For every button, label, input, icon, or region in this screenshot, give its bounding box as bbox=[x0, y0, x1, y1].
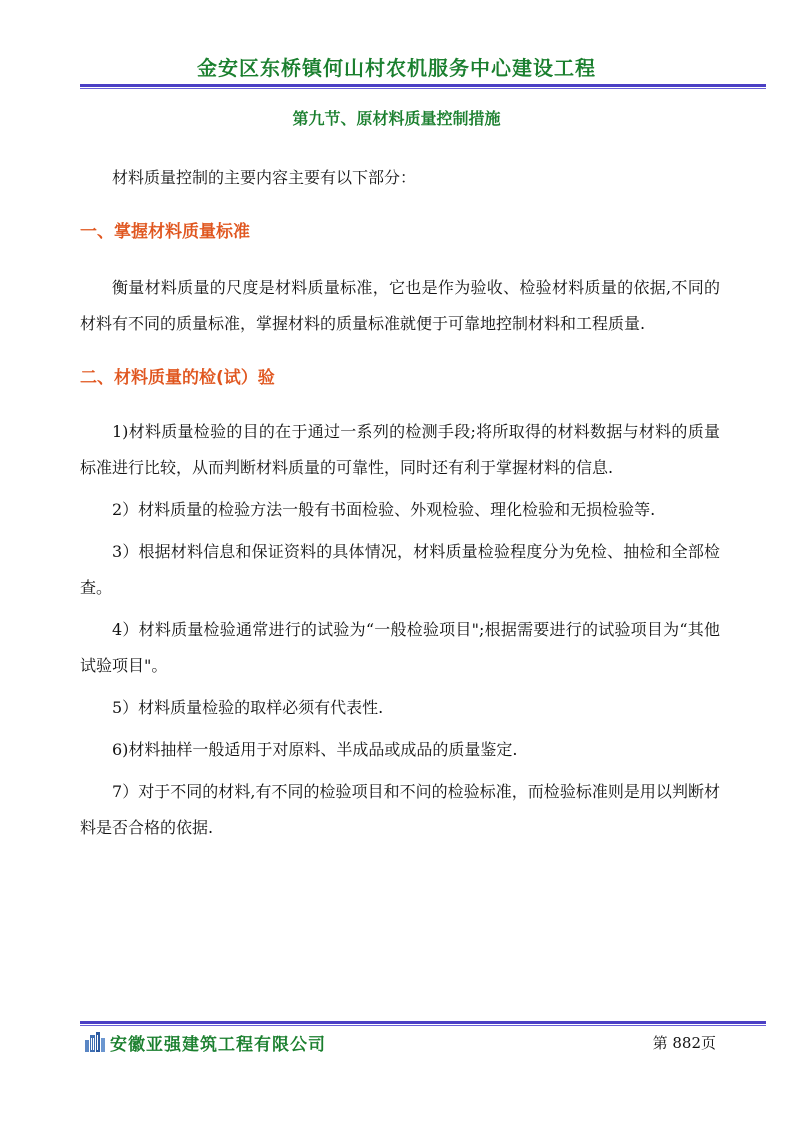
list-item: 7）对于不同的材料,有不同的检验项目和不问的检验标准，而检验标准则是用以判断材料是否合格的依据. bbox=[80, 782, 720, 837]
header-rule bbox=[80, 84, 766, 87]
list-item: 3）根据材料信息和保证资料的具体情况，材料质量检验程度分为免检、抽检和全部检查。 bbox=[80, 542, 720, 597]
header-rule-thin bbox=[80, 88, 766, 89]
page-header-title: 金安区东桥镇何山村农机服务中心建设工程 bbox=[197, 56, 596, 80]
footer-rule bbox=[80, 1021, 766, 1024]
intro-paragraph: 材料质量控制的主要内容主要有以下部分： bbox=[112, 168, 417, 187]
list-item: 5）材料质量检验的取样必须有代表性. bbox=[112, 698, 384, 717]
list-item: 2）材料质量的检验方法一般有书面检验、外观检验、理化检验和无损检验等. bbox=[112, 500, 656, 519]
footer-rule-thin bbox=[80, 1025, 766, 1026]
company-name: 安徽亚强建筑工程有限公司 bbox=[110, 1035, 326, 1055]
heading-part1: 一、掌握材料质量标准 bbox=[80, 222, 250, 242]
section-title: 第九节、原材料质量控制措施 bbox=[292, 109, 501, 128]
list-item: 1)材料质量检验的目的在于通过一系列的检测手段;将所取得的材料数据与材料的质量标准进行比较，从而判断材料质量的可靠性，同时还有利于掌握材料的信息. bbox=[80, 422, 720, 477]
part1-paragraph: 衡量材料质量的尺度是材料质量标准，它也是作为验收、检验材料质量的依据,不同的材料有不同的质量标准，掌握材料的质量标准就便于可靠地控制材料和工程质量. bbox=[80, 278, 720, 333]
list-item: 6)材料抽样一般适用于对原料、半成品或成品的质量鉴定. bbox=[112, 740, 518, 759]
document-body bbox=[80, 160, 720, 846]
list-item: 4）材料质量检验通常进行的试验为“一般检验项目";根据需要进行的试验项目为“其他试验项目"。 bbox=[80, 620, 720, 675]
heading-part2: 二、材料质量的检(试）验 bbox=[80, 368, 275, 388]
building-logo-icon bbox=[84, 1032, 106, 1052]
page-footer bbox=[84, 1030, 724, 1056]
page-number: 第 882页 bbox=[652, 1034, 716, 1052]
